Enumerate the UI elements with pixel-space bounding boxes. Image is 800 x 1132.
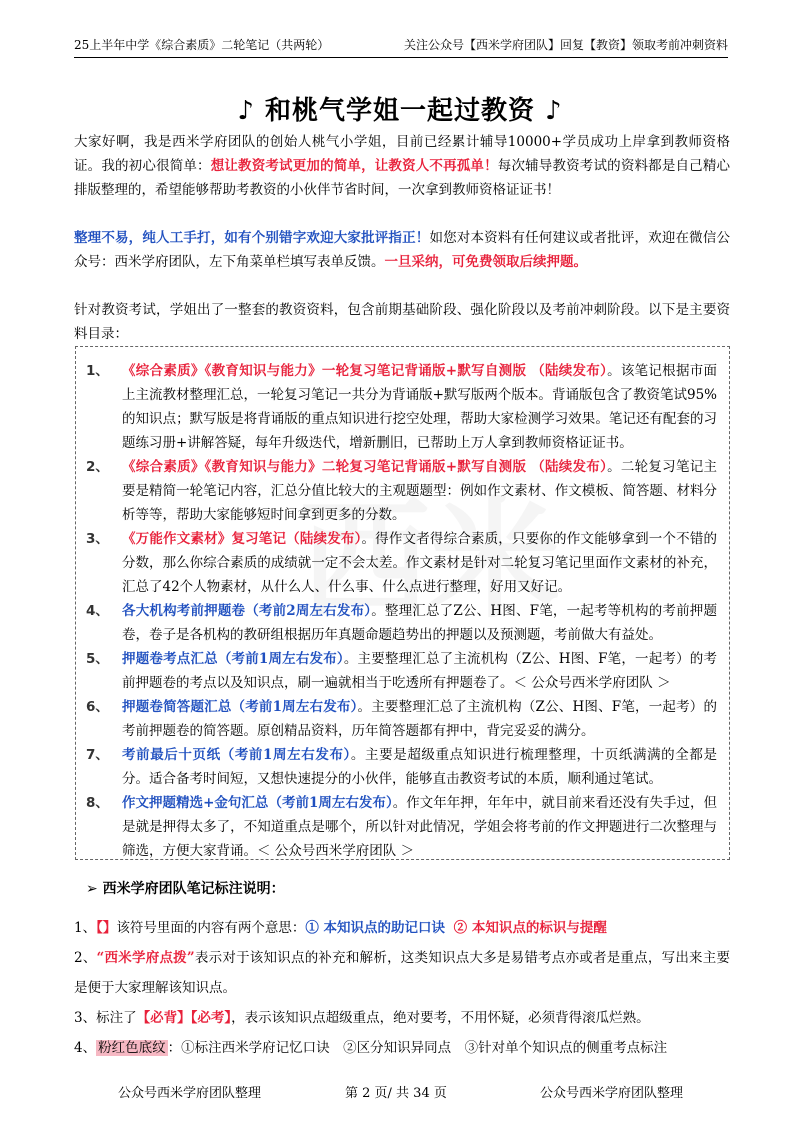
material-item-description: 。二轮复习笔记主要是精简一轮笔记内容，汇总分值比较大的主观题题型：例如作文素材、作文模板、简答题、材料分析等等，帮助大家能够短时间拿到更多的分数。: [122, 459, 718, 523]
material-item: [86, 791, 717, 863]
note-meaning-1: ① 本知识点的助记口诀: [305, 920, 446, 936]
intro-text: 如您对本资料有任何建议或者批评，欢迎在微信公众号：西米学府团队，左下角菜单栏填写表单反馈。: [74, 230, 731, 270]
note-highlight: 【必背】【必考】: [136, 1010, 232, 1026]
note-text: 表示对于该知识点的补充和解析，这类知识点大多是易错考点亦或者是重点，写出来主要是便于大家理解该知识点。: [74, 950, 731, 996]
material-item-title: 《万能作文素材》复习笔记（陆续发布）: [122, 531, 362, 547]
intro-paragraph-2: [74, 226, 730, 274]
material-item: [86, 743, 717, 791]
material-item-text: [122, 359, 717, 455]
header-left-text: 25上半年中学《综合素质》二轮笔记（共两轮）: [74, 38, 330, 52]
material-item-title: 《综合素质》《教育知识与能力》一轮复习笔记背诵版+默写自测版 （陆续发布）: [122, 363, 608, 379]
material-item-text: [122, 527, 717, 599]
material-item-description: 。主要是超级重点知识进行梳理整理，十页纸满满的全都是分。适合备考时间短，又想快速提分的小伙伴，能够直击教资考试的本质，顺利通过笔试。: [122, 747, 717, 787]
page-footer: [0, 1082, 800, 1102]
material-item-number: 3、: [86, 531, 109, 547]
materials-list-box: [75, 346, 730, 860]
material-item-text: [122, 455, 717, 527]
material-item-text: [122, 599, 717, 647]
material-item-description: 。得作文者得综合素质，只要你的作文能够拿到一个不错的分数，那么你综合素质的成绩就一定不会太差。作文素材是针对二轮复习笔记里面作文素材的补充，汇总了42个人物素材，从什么人、什么事、什么点进行整理，好用又好记。: [122, 531, 718, 595]
material-item-title: 押题卷简答题汇总（考前1周左右发布）: [122, 699, 358, 715]
note-3: [74, 1003, 730, 1033]
material-item: [86, 455, 717, 527]
footer-right: 公众号西米学府团队整理: [540, 1086, 684, 1101]
footer-left: 公众号西米学府团队整理: [118, 1086, 262, 1101]
material-item-number: 6、: [86, 699, 109, 715]
material-item-number: 2、: [86, 459, 109, 475]
material-item: [86, 527, 717, 599]
material-item-text: [122, 743, 717, 791]
material-item-description: 。该笔记根据市面上主流教材整理汇总，一轮复习笔记一共分为背诵版+默写版两个版本。背诵版包含了教资笔试95%的知识点；默写版是将背诵版的重点知识进行挖空处理，帮助大家检测学习效果。笔记还有配套的习题练习册+讲解答疑，每年升级迭代，增新删旧，已帮助上万人拿到教师资格证证书。: [122, 363, 718, 451]
material-item-text: [122, 647, 717, 695]
note-4: [74, 1033, 730, 1063]
note-highlight: “西米学府点拨”: [96, 950, 195, 966]
material-item-number: 1、: [86, 363, 109, 379]
note-number: 4、: [74, 1040, 97, 1056]
material-item-description: 。整理汇总了Z公、H图、F笔，一起考等机构的考前押题卷，卷子是各机构的教研组根据历年真题命题趋势出的押题以及预测题，考前做大有益处。: [122, 603, 717, 643]
notes-list: [74, 913, 730, 1063]
page-header: [74, 37, 728, 58]
intro-paragraph-3: 针对教资考试，学姐出了一整套的教资资料，包含前期基础阶段、强化阶段以及考前冲刺阶段。以下是主要资料目录：: [74, 302, 730, 342]
intro-text: 每次辅导教资考试的资料都是自己精心排版整理的，希望能够帮助考教资的小伙伴节省时间，一次拿到教师资格证证书！: [74, 158, 731, 198]
material-item-title: 《综合素质》《教育知识与能力》二轮复习笔记背诵版+默写自测版 （陆续发布）: [122, 459, 608, 475]
material-item: [86, 359, 717, 455]
material-item-title: 考前最后十页纸（考前1周左右发布）: [122, 747, 351, 763]
note-text: 3、标注了: [74, 1010, 137, 1026]
material-item-number: 4、: [86, 603, 109, 619]
note-text: 该符号里面的内容有两个意思：: [116, 920, 306, 936]
intro-text: 大家好啊，我是西米学府团队的创始人桃气小学姐，目前已经累计辅导10000+学员成功上岸拿到教师资格证。我的初心很简单：: [74, 134, 730, 174]
intro-highlight-blue: 整理不易，纯人工手打，如有个别错字欢迎大家批评指正！: [74, 230, 430, 246]
pink-shading-sample: 粉红色底纹: [98, 1040, 166, 1056]
page-title: ♪ 和桃气学姐一起过教资 ♪: [237, 96, 563, 126]
material-item-number: 5、: [86, 651, 109, 667]
material-item: [86, 599, 717, 647]
material-item-description: 。主要整理汇总了主流机构（Z公、H图、F笔，一起考）的考前押题卷的简答题。原创精品资料，历年简答题都有押中，背完妥妥的满分。: [122, 699, 717, 739]
note-text: ：①标注西米学府记忆口诀 ②区分知识异同点 ③针对单个知识点的侧重考点标注: [167, 1040, 668, 1056]
note-2: [74, 943, 730, 1003]
page-number: 第 2 页/ 共 34 页: [345, 1086, 447, 1101]
material-item-title: 押题卷考点汇总（考前1周左右发布）: [122, 651, 344, 667]
material-item-number: 7、: [86, 747, 109, 763]
note-number: 2、: [74, 950, 97, 966]
material-item-text: [122, 695, 717, 743]
section-title: ➢ 西米学府团队笔记标注说明：: [86, 881, 285, 897]
material-item-text: [122, 791, 717, 863]
material-item-title: 作文押题精选+金句汇总（考前1周左右发布）: [122, 795, 393, 811]
note-1: [74, 913, 730, 943]
intro-highlight: 想让教资考试更加的简单，让教资人不再孤单！: [210, 158, 498, 174]
material-item: [86, 647, 717, 695]
note-brackets: 【】: [96, 920, 117, 936]
note-text: ，表示该知识点超级重点，绝对要考，不用怀疑，必须背得滚瓜烂熟。: [231, 1010, 650, 1026]
note-meaning-2: ② 本知识点的标识与提醒: [453, 920, 607, 936]
note-number: 1、: [74, 920, 97, 936]
material-item: [86, 695, 717, 743]
material-item-number: 8、: [86, 795, 109, 811]
material-item-title: 各大机构考前押题卷（考前2周左右发布）: [122, 603, 372, 619]
intro-paragraph-1: [74, 130, 730, 202]
intro-highlight: 一旦采纳，可免费领取后续押题。: [384, 254, 587, 270]
header-right-text: 关注公众号【西米学府团队】回复【教资】领取考前冲刺资料: [403, 38, 728, 52]
material-item-description: 。作文年年押，年年中，就目前来看还没有失手过，但是就是押得太多了，不知道重点是哪个，所以针对此情况，学姐会将考前的作文押题进行二次整理与筛选，方便大家背诵。＜ 公众号西米学府团队 ＞: [122, 795, 717, 859]
material-item-description: 。主要整理汇总了主流机构（Z公、H图、F笔，一起考）的考前押题卷的考点以及知识点，刷一遍就相当于吃透所有押题卷了。＜ 公众号西米学府团队 ＞: [122, 651, 717, 691]
